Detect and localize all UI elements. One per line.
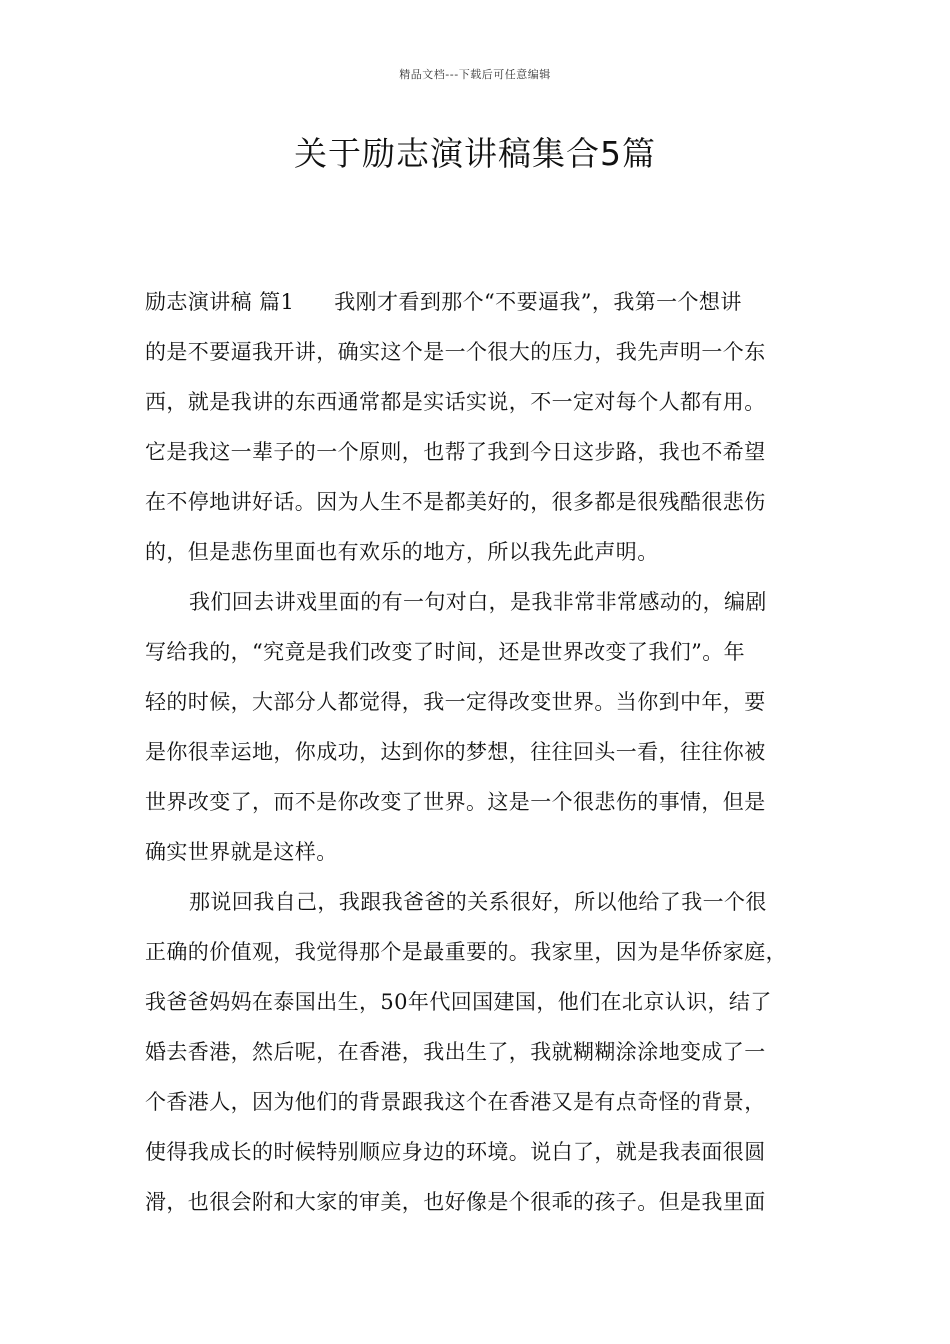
text-line: 我们回去讲戏里面的有一句对白，是我非常非常感动的，编剧 <box>189 590 767 614</box>
text-line: 婚去香港，然后呢，在香港，我出生了，我就糊糊涂涂地变成了一 <box>145 1040 766 1064</box>
text-line: 在不停地讲好话。因为人生不是都美好的，很多都是很残酷很悲伤 <box>145 490 766 514</box>
text-line: 我爸爸妈妈在泰国出生，50年代回国建国，他们在北京认识，结了 <box>145 990 772 1014</box>
document-title: 关于励志演讲稿集合5篇 <box>294 134 656 173</box>
text-line: 是你很幸运地，你成功，达到你的梦想，往往回头一看，往往你被 <box>145 740 766 764</box>
text-line: 写给我的，“究竟是我们改变了时间，还是世界改变了我们”。年 <box>145 640 746 664</box>
section-heading: 励志演讲稿 篇1 <box>145 290 295 314</box>
text-line: 世界改变了，而不是你改变了世界。这是一个很悲伤的事情，但是 <box>145 790 766 814</box>
document-body <box>145 282 825 1232</box>
text-line: 的，但是悲伤里面也有欢乐的地方，所以我先此声明。 <box>145 540 659 564</box>
text-line: 我刚才看到那个“不要逼我”，我第一个想讲 <box>334 290 742 314</box>
text-line: 那说回我自己，我跟我爸爸的关系很好，所以他给了我一个很 <box>189 890 767 914</box>
text-line: 它是我这一辈子的一个原则，也帮了我到今日这步路，我也不希望 <box>145 440 766 464</box>
text-line: 正确的价值观，我觉得那个是最重要的。我家里，因为是华侨家庭， <box>145 940 787 964</box>
text-line: 轻的时候，大部分人都觉得，我一定得改变世界。当你到中年，要 <box>145 690 766 714</box>
header-note: 精品文档---下载后可任意编辑 <box>399 68 551 81</box>
text-line: 确实世界就是这样。 <box>145 840 338 864</box>
paragraph-line <box>145 282 825 332</box>
text-line: 的是不要逼我开讲，确实这个是一个很大的压力，我先声明一个东 <box>145 340 766 364</box>
text-line: 西，就是我讲的东西通常都是实话实说，不一定对每个人都有用。 <box>145 390 766 414</box>
text-line: 个香港人，因为他们的背景跟我这个在香港又是有点奇怪的背景， <box>145 1090 766 1114</box>
text-line: 滑，也很会附和大家的审美，也好像是个很乖的孩子。但是我里面 <box>145 1190 766 1214</box>
text-line: 使得我成长的时候特别顺应身边的环境。说白了，就是我表面很圆 <box>145 1140 766 1164</box>
